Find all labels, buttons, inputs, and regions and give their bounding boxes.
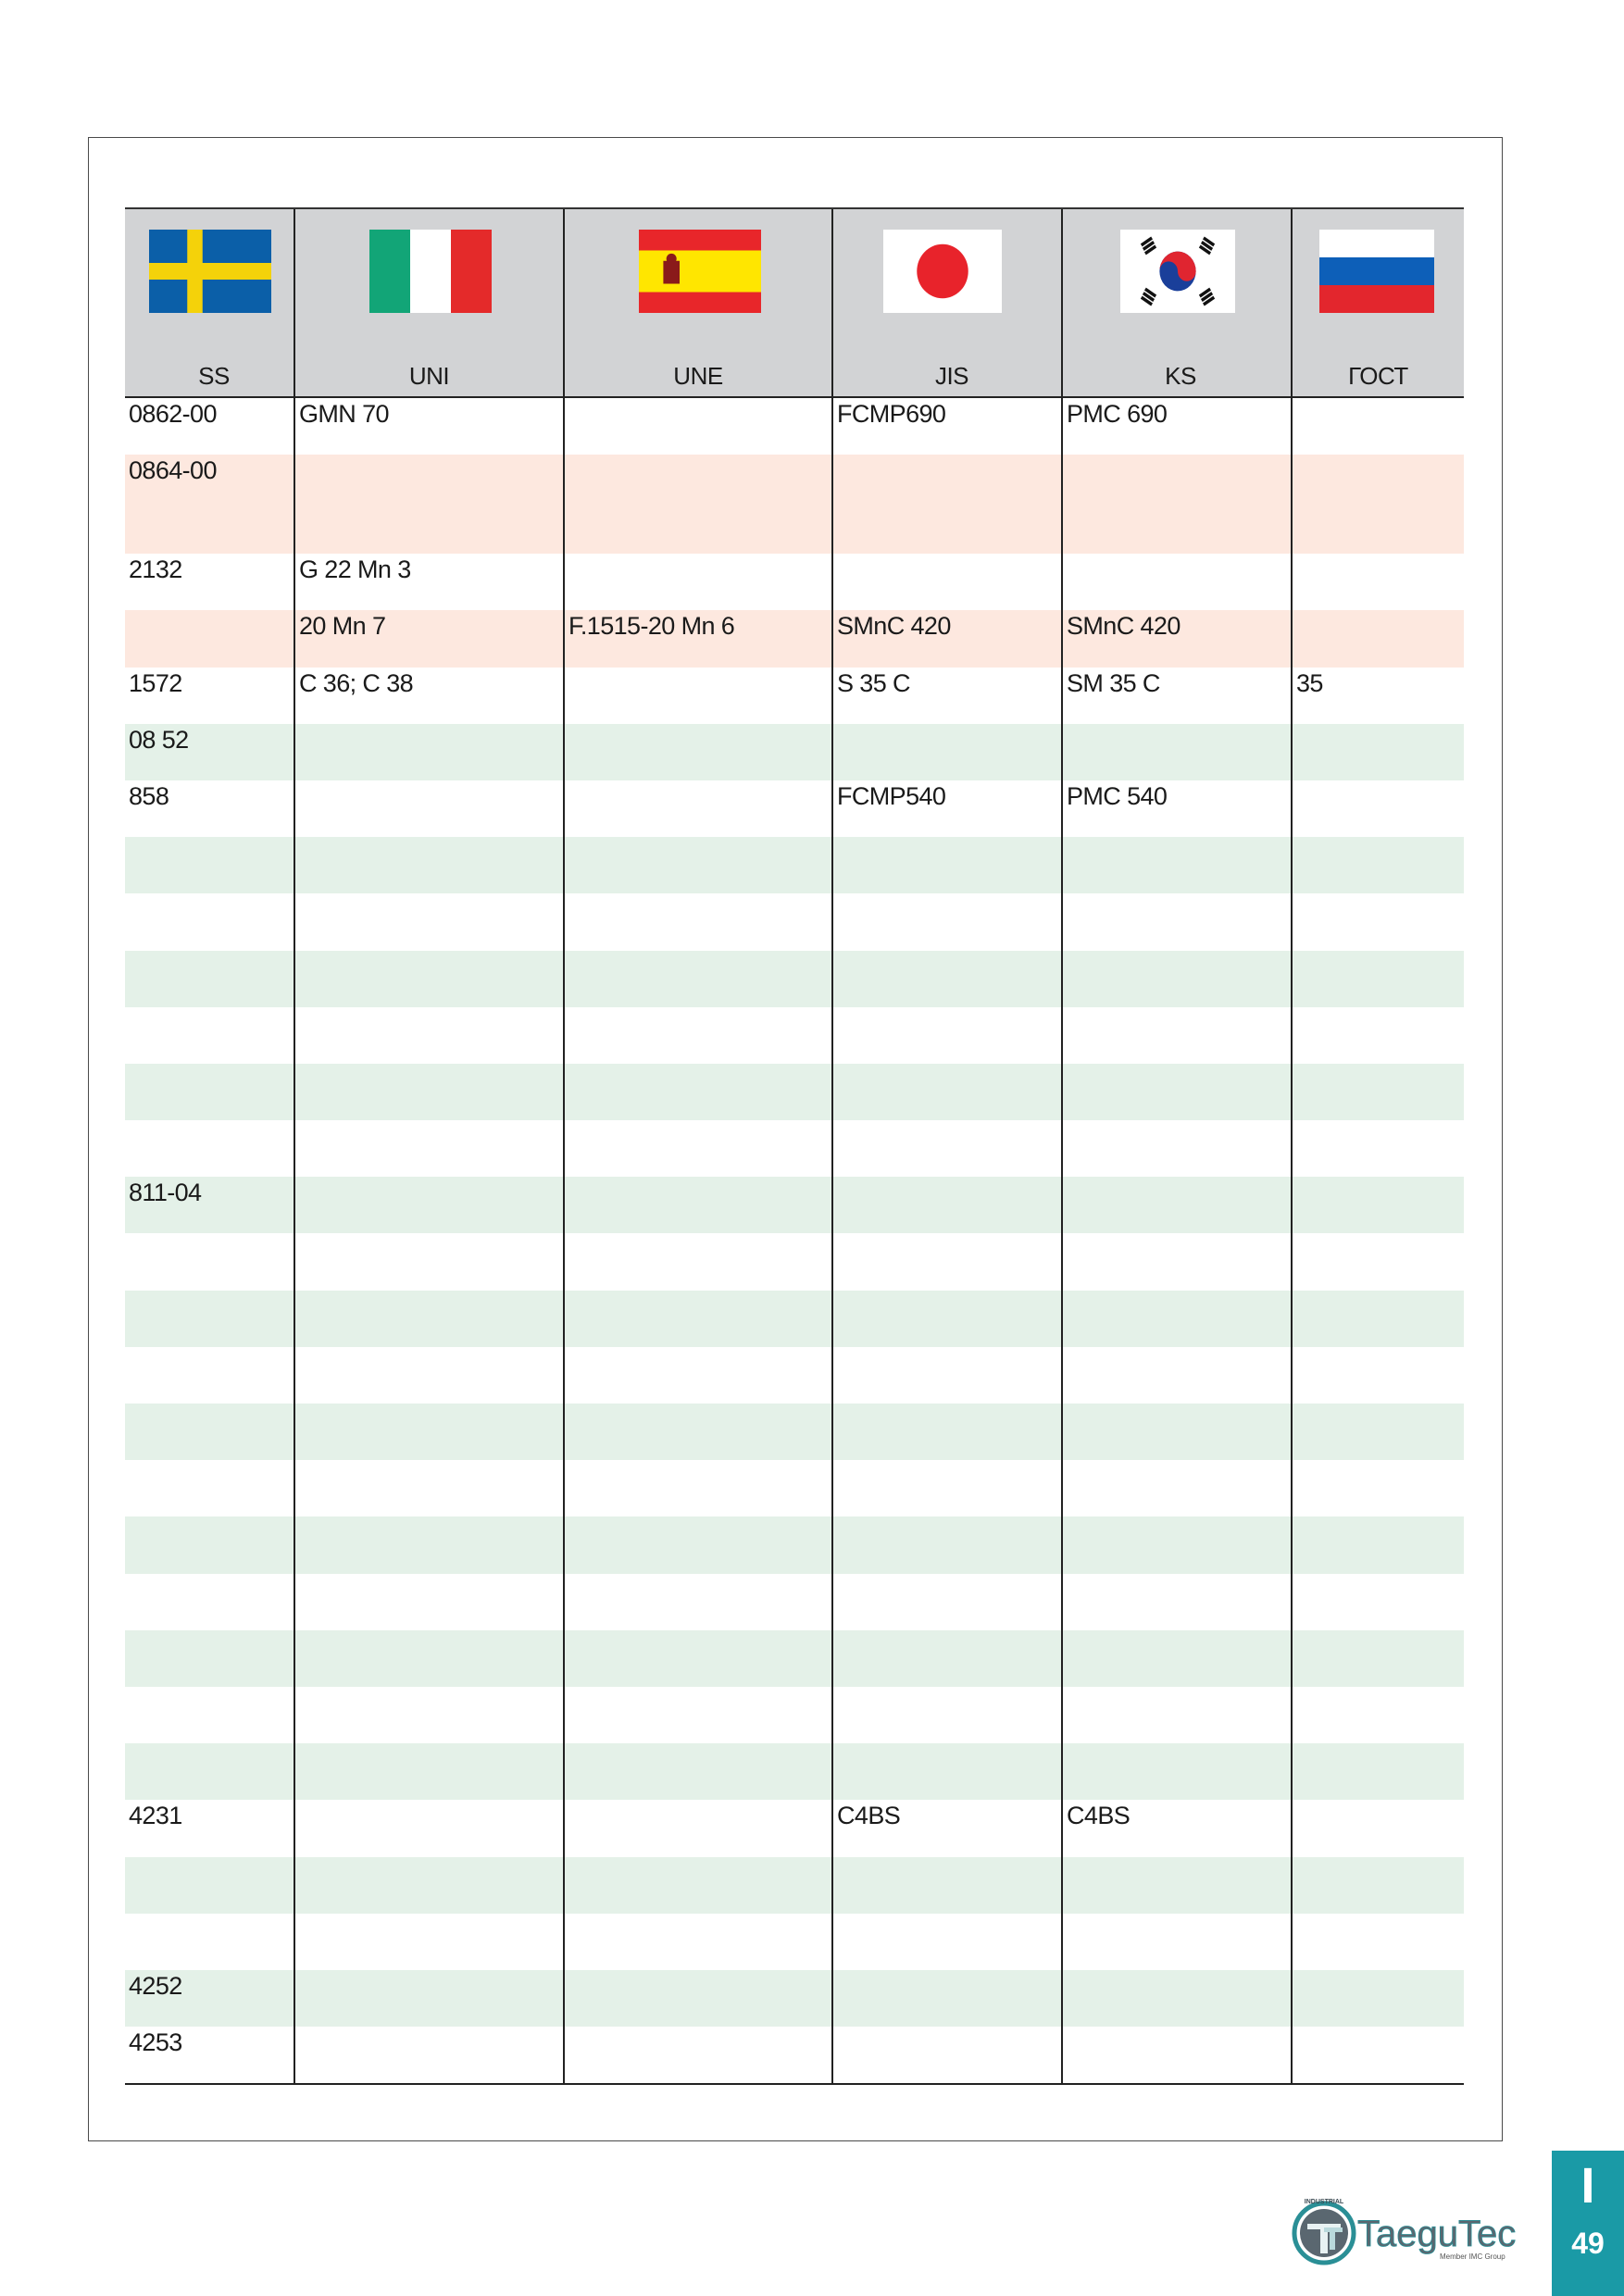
table-cell — [833, 837, 1063, 893]
table-row — [125, 724, 1464, 780]
table-row — [125, 893, 1464, 950]
steel-equivalents-table — [125, 207, 1464, 2085]
table-cell — [833, 1404, 1063, 1460]
table-cell — [295, 455, 565, 554]
table-cell — [565, 2027, 833, 2083]
table-cell — [833, 1064, 1063, 1120]
table-cell: GMN 70 — [295, 398, 565, 455]
sweden-flag-icon — [149, 230, 271, 313]
header-label-ks: KS — [1165, 362, 1196, 390]
table-row — [125, 1460, 1464, 1516]
table-cell — [295, 1460, 565, 1516]
table-cell — [565, 1233, 833, 1290]
table-cell — [1063, 1970, 1293, 2027]
table-row — [125, 1347, 1464, 1404]
table-cell — [833, 1291, 1063, 1347]
table-cell — [295, 1630, 565, 1687]
table-cell — [1063, 951, 1293, 1007]
table-cell — [295, 1970, 565, 2027]
table-cell — [125, 1687, 295, 1743]
table-cell — [565, 1857, 833, 1914]
table-cell — [1293, 780, 1464, 837]
table-cell — [565, 951, 833, 1007]
table-cell — [1293, 1347, 1464, 1404]
table-cell — [565, 1347, 833, 1404]
table-cell — [1063, 1347, 1293, 1404]
table-cell — [295, 1516, 565, 1573]
spain-flag-icon — [639, 230, 761, 313]
table-cell — [125, 1743, 295, 1800]
table-cell — [1063, 1120, 1293, 1177]
table-cell — [565, 1914, 833, 1970]
header-label-ss: SS — [198, 362, 230, 390]
table-row — [125, 398, 1464, 455]
table-cell — [125, 1857, 295, 1914]
table-cell — [1293, 1007, 1464, 1064]
table-cell — [125, 1516, 295, 1573]
table-cell — [1063, 2027, 1293, 2083]
table-cell — [833, 1574, 1063, 1630]
table-cell: C 36; C 38 — [295, 668, 565, 724]
table-cell — [295, 780, 565, 837]
table-cell: PMC 690 — [1063, 398, 1293, 455]
table-cell — [295, 2027, 565, 2083]
table-cell — [833, 1460, 1063, 1516]
table-cell — [295, 1291, 565, 1347]
table-cell — [1293, 1404, 1464, 1460]
table-cell — [565, 1743, 833, 1800]
table-cell — [1293, 1064, 1464, 1120]
table-cell — [125, 1347, 295, 1404]
header-uni — [295, 209, 565, 396]
table-cell — [125, 1233, 295, 1290]
table-cell — [1063, 1687, 1293, 1743]
table-cell: SMnC 420 — [1063, 610, 1293, 667]
table-cell — [295, 1914, 565, 1970]
table-cell — [1063, 1233, 1293, 1290]
table-cell: G 22 Mn 3 — [295, 554, 565, 610]
table-cell — [1063, 1007, 1293, 1064]
table-cell — [295, 1574, 565, 1630]
korea-flag-icon — [1120, 230, 1235, 313]
table-cell: 811-04 — [125, 1177, 295, 1233]
table-row — [125, 1516, 1464, 1573]
table-cell — [1293, 398, 1464, 455]
header-label-une: UNE — [673, 362, 723, 390]
table-cell — [295, 837, 565, 893]
table-header-row — [125, 207, 1464, 398]
table-cell — [1293, 2027, 1464, 2083]
table-row — [125, 1857, 1464, 1914]
table-cell — [125, 1460, 295, 1516]
table-cell: 0862-00 — [125, 398, 295, 455]
table-cell: 4252 — [125, 1970, 295, 2027]
table-cell — [1293, 893, 1464, 950]
table-cell — [295, 1233, 565, 1290]
table-cell — [565, 1404, 833, 1460]
header-ks — [1063, 209, 1293, 396]
table-row — [125, 1914, 1464, 1970]
table-cell — [1293, 1687, 1464, 1743]
table-cell — [1063, 1857, 1293, 1914]
header-ss — [125, 209, 295, 396]
table-row — [125, 1630, 1464, 1687]
table-cell — [1063, 893, 1293, 950]
table-row — [125, 1120, 1464, 1177]
logo-ring-text: INDUSTRIAL — [1304, 2199, 1344, 2205]
table-cell — [1293, 1233, 1464, 1290]
table-row — [125, 668, 1464, 724]
table-cell — [1063, 1630, 1293, 1687]
table-cell — [1293, 455, 1464, 554]
table-cell — [1293, 1516, 1464, 1573]
table-cell — [565, 893, 833, 950]
table-cell — [295, 1857, 565, 1914]
table-cell — [125, 1007, 295, 1064]
table-cell: 4253 — [125, 2027, 295, 2083]
table-cell — [1063, 837, 1293, 893]
table-row — [125, 1007, 1464, 1064]
table-cell — [1063, 1574, 1293, 1630]
table-row — [125, 1800, 1464, 1856]
header-label-gost: ГОСТ — [1348, 362, 1408, 390]
table-cell — [295, 724, 565, 780]
table-row — [125, 1574, 1464, 1630]
table-cell — [565, 1516, 833, 1573]
table-cell: C4BS — [833, 1800, 1063, 1856]
table-cell — [1293, 1120, 1464, 1177]
russia-flag-icon — [1319, 230, 1434, 313]
table-cell — [565, 1064, 833, 1120]
table-cell — [125, 837, 295, 893]
table-cell — [1293, 1460, 1464, 1516]
table-cell — [295, 1120, 565, 1177]
table-cell — [833, 1007, 1063, 1064]
table-body — [125, 398, 1464, 2083]
header-gost — [1293, 209, 1464, 396]
table-cell — [565, 1007, 833, 1064]
table-row — [125, 610, 1464, 667]
table-cell — [1063, 1516, 1293, 1573]
table-cell: FCMP690 — [833, 398, 1063, 455]
table-row — [125, 1233, 1464, 1290]
table-cell: 08 52 — [125, 724, 295, 780]
table-cell — [565, 724, 833, 780]
table-cell — [1293, 1291, 1464, 1347]
header-jis — [833, 209, 1063, 396]
table-cell — [565, 1291, 833, 1347]
table-cell — [1293, 1630, 1464, 1687]
japan-flag-icon — [883, 230, 1002, 313]
table-cell — [565, 554, 833, 610]
table-cell — [833, 2027, 1063, 2083]
table-row — [125, 1404, 1464, 1460]
table-cell — [565, 668, 833, 724]
table-cell — [1293, 610, 1464, 667]
table-cell — [565, 455, 833, 554]
table-cell — [1063, 1177, 1293, 1233]
table-row — [125, 780, 1464, 837]
table-row — [125, 1970, 1464, 2027]
table-cell — [565, 398, 833, 455]
italy-flag-icon — [369, 230, 492, 313]
table-cell — [833, 1743, 1063, 1800]
header-label-jis: JIS — [934, 362, 969, 390]
table-cell — [295, 1347, 565, 1404]
table-cell — [833, 1970, 1063, 2027]
table-row — [125, 554, 1464, 610]
table-cell — [1063, 1743, 1293, 1800]
table-row — [125, 2027, 1464, 2083]
table-cell: S 35 C — [833, 668, 1063, 724]
table-cell: 858 — [125, 780, 295, 837]
table-cell: 1572 — [125, 668, 295, 724]
table-cell — [125, 1630, 295, 1687]
table-cell — [565, 780, 833, 837]
taegutec-logo — [1287, 2194, 1518, 2268]
table-cell: F.1515-20 Mn 6 — [565, 610, 833, 667]
table-cell: 4231 — [125, 1800, 295, 1856]
table-cell — [1293, 1914, 1464, 1970]
header-une — [565, 209, 833, 396]
table-cell — [1063, 1914, 1293, 1970]
table-cell — [125, 1404, 295, 1460]
table-cell — [1293, 554, 1464, 610]
table-cell: SMnC 420 — [833, 610, 1063, 667]
table-row — [125, 1064, 1464, 1120]
table-row — [125, 951, 1464, 1007]
table-cell — [295, 1064, 565, 1120]
table-row — [125, 1177, 1464, 1233]
table-cell: 20 Mn 7 — [295, 610, 565, 667]
table-cell — [1293, 1857, 1464, 1914]
table-cell — [1293, 1574, 1464, 1630]
table-cell — [125, 951, 295, 1007]
table-cell — [295, 1177, 565, 1233]
table-cell — [565, 1630, 833, 1687]
table-cell — [125, 1574, 295, 1630]
table-cell — [565, 1574, 833, 1630]
table-cell — [1063, 724, 1293, 780]
table-cell — [295, 1007, 565, 1064]
header-label-uni: UNI — [408, 362, 450, 390]
section-letter: I — [1580, 2158, 1595, 2214]
table-cell — [295, 1687, 565, 1743]
table-row — [125, 455, 1464, 554]
table-cell — [295, 1404, 565, 1460]
page-number: 49 — [1571, 2227, 1605, 2260]
table-cell — [1293, 951, 1464, 1007]
table-cell — [295, 1743, 565, 1800]
section-tab — [1552, 2151, 1624, 2296]
table-cell — [295, 1800, 565, 1856]
table-cell — [295, 893, 565, 950]
table-cell — [833, 1177, 1063, 1233]
table-cell — [125, 1914, 295, 1970]
table-cell — [125, 610, 295, 667]
table-cell — [833, 951, 1063, 1007]
table-cell — [833, 455, 1063, 554]
table-cell — [833, 1857, 1063, 1914]
table-cell: 35 — [1296, 668, 1323, 697]
table-cell — [833, 1233, 1063, 1290]
table-cell — [1063, 554, 1293, 610]
table-cell — [1293, 1970, 1464, 2027]
table-cell — [1293, 837, 1464, 893]
table-cell: FCMP540 — [833, 780, 1063, 837]
table-cell: 2132 — [125, 554, 295, 610]
table-cell — [565, 1120, 833, 1177]
table-cell — [295, 951, 565, 1007]
table-cell — [125, 1120, 295, 1177]
table-cell — [833, 1347, 1063, 1404]
table-cell — [565, 1177, 833, 1233]
table-cell: C4BS — [1063, 1800, 1293, 1856]
table-cell — [565, 1687, 833, 1743]
table-cell — [1293, 1743, 1464, 1800]
table-cell — [565, 1970, 833, 2027]
logo-wordmark: TaeguTec — [1357, 2214, 1517, 2254]
table-cell — [833, 1516, 1063, 1573]
table-cell — [1063, 1460, 1293, 1516]
table-cell — [1293, 1800, 1464, 1856]
table-cell — [1293, 724, 1464, 780]
table-cell — [1063, 1064, 1293, 1120]
table-cell — [125, 893, 295, 950]
table-cell: SM 35 C — [1063, 668, 1293, 724]
table-cell — [565, 837, 833, 893]
table-cell — [833, 1120, 1063, 1177]
table-row — [125, 1687, 1464, 1743]
table-cell — [1063, 455, 1293, 554]
table-cell — [833, 724, 1063, 780]
table-cell — [833, 1630, 1063, 1687]
table-cell — [1293, 1177, 1464, 1233]
table-cell — [1063, 1291, 1293, 1347]
table-cell — [833, 1687, 1063, 1743]
table-cell — [565, 1800, 833, 1856]
table-cell: PMC 540 — [1063, 780, 1293, 837]
table-bottom-rule — [125, 2083, 1464, 2085]
table-row — [125, 1743, 1464, 1800]
table-cell — [565, 1460, 833, 1516]
table-cell — [833, 554, 1063, 610]
table-cell — [1063, 1404, 1293, 1460]
table-cell — [833, 893, 1063, 950]
table-cell — [125, 1064, 295, 1120]
logo-tagline: Member IMC Group — [1440, 2252, 1505, 2261]
table-cell: 0864-00 — [125, 455, 295, 554]
table-row — [125, 1291, 1464, 1347]
table-cell — [833, 1914, 1063, 1970]
table-cell — [125, 1291, 295, 1347]
table-row — [125, 837, 1464, 893]
